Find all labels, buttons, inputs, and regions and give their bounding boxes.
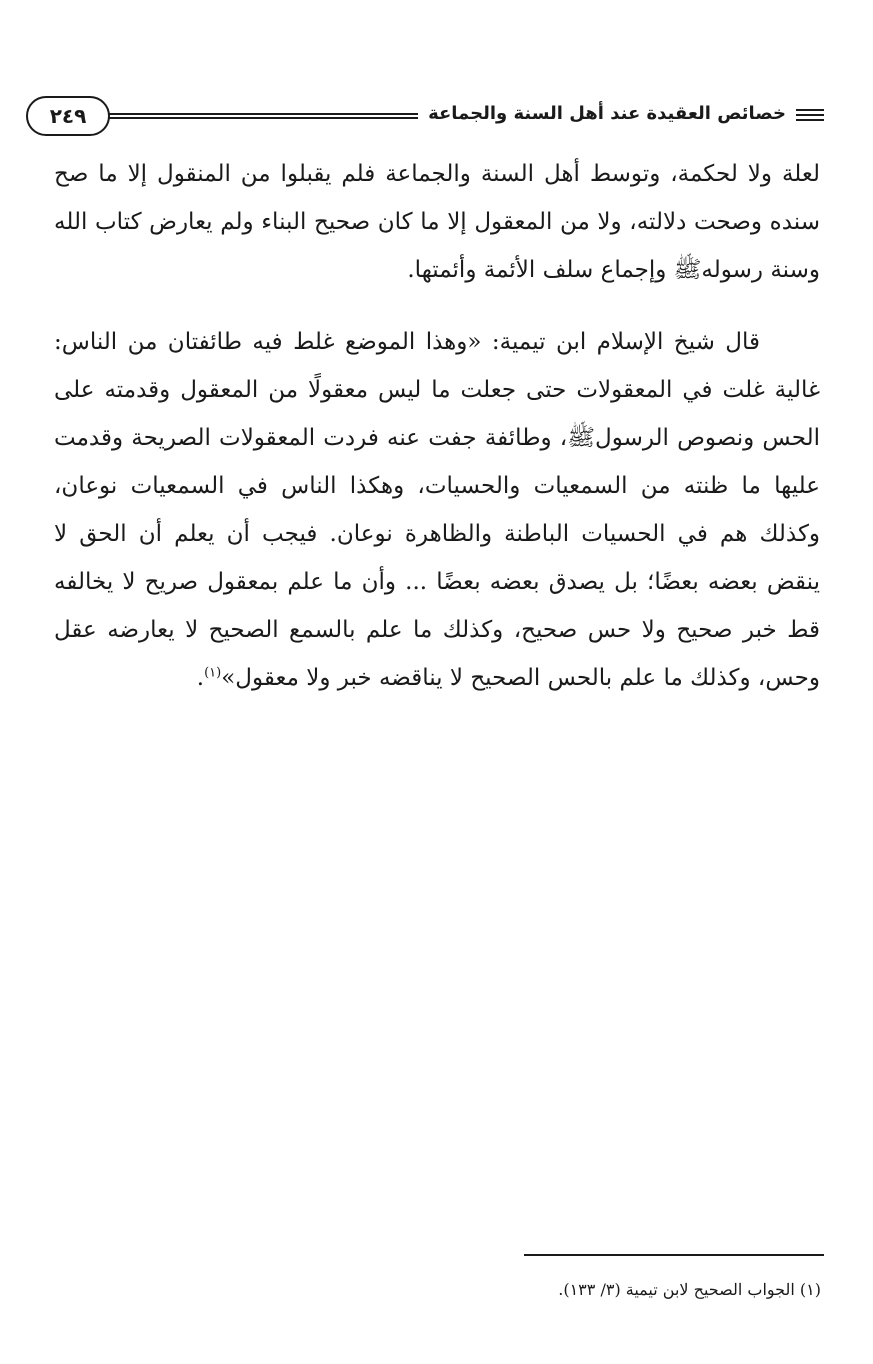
page-number: ٢٤٩ [26, 96, 110, 136]
footnote: (١) الجواب الصحيح لابن تيمية (٣/ ١٣٣). [558, 1280, 821, 1299]
book-title: خصائص العقيدة عند أهل السنة والجماعة [418, 100, 792, 128]
paragraph: لعلة ولا لحكمة، وتوسط أهل السنة والجماعة فلم يقبلوا من المنقول إلا ما صح سنده وصحت دلالته، ولا من المعقول إلا ما كان صحيح البناء ولم يعارض كتاب الله وسنة رسولهﷺ وإجماع سلف الأئمة وأئمتها. [54, 161, 820, 283]
footnote-separator [524, 1254, 824, 1256]
footnote-reference: (١) [204, 665, 222, 681]
quote-end: . [196, 665, 205, 691]
main-text [54, 150, 820, 702]
quote-text: قال شيخ الإسلام ابن تيمية: «وهذا الموضع غلط فيه طائفتان من الناس: غالية غلت في المعقولات حتى جعلت ما ليس معقولًا من المعقول وقدمته على الحس ونصوص الرسولﷺ، وطائفة جفت عنه فردت المعقولات الصريحة وقدمت عليها ما ظنته من السمعيات والحسيات، وهكذا الناس في السمعيات نوعان، وكذلك هم في الحسيات الباطنة والظاهرة نوعان. فيجب أن يعلم أن الحق لا ينقض بعضه بعضًا؛ بل يصدق بعضه بعضًا ... وأن ما علم بمعقول صريح لا يخالفه قط خبر صحيح ولا حس صحيح، وكذلك ما علم بالسمع الصحيح لا يعارضه عقل وحس، وكذلك ما علم بالحس الصحيح لا يناقضه خبر ولا معقول» [54, 329, 820, 691]
paragraph-quote [54, 318, 820, 702]
header-ornament [796, 109, 824, 123]
running-header [26, 96, 824, 140]
